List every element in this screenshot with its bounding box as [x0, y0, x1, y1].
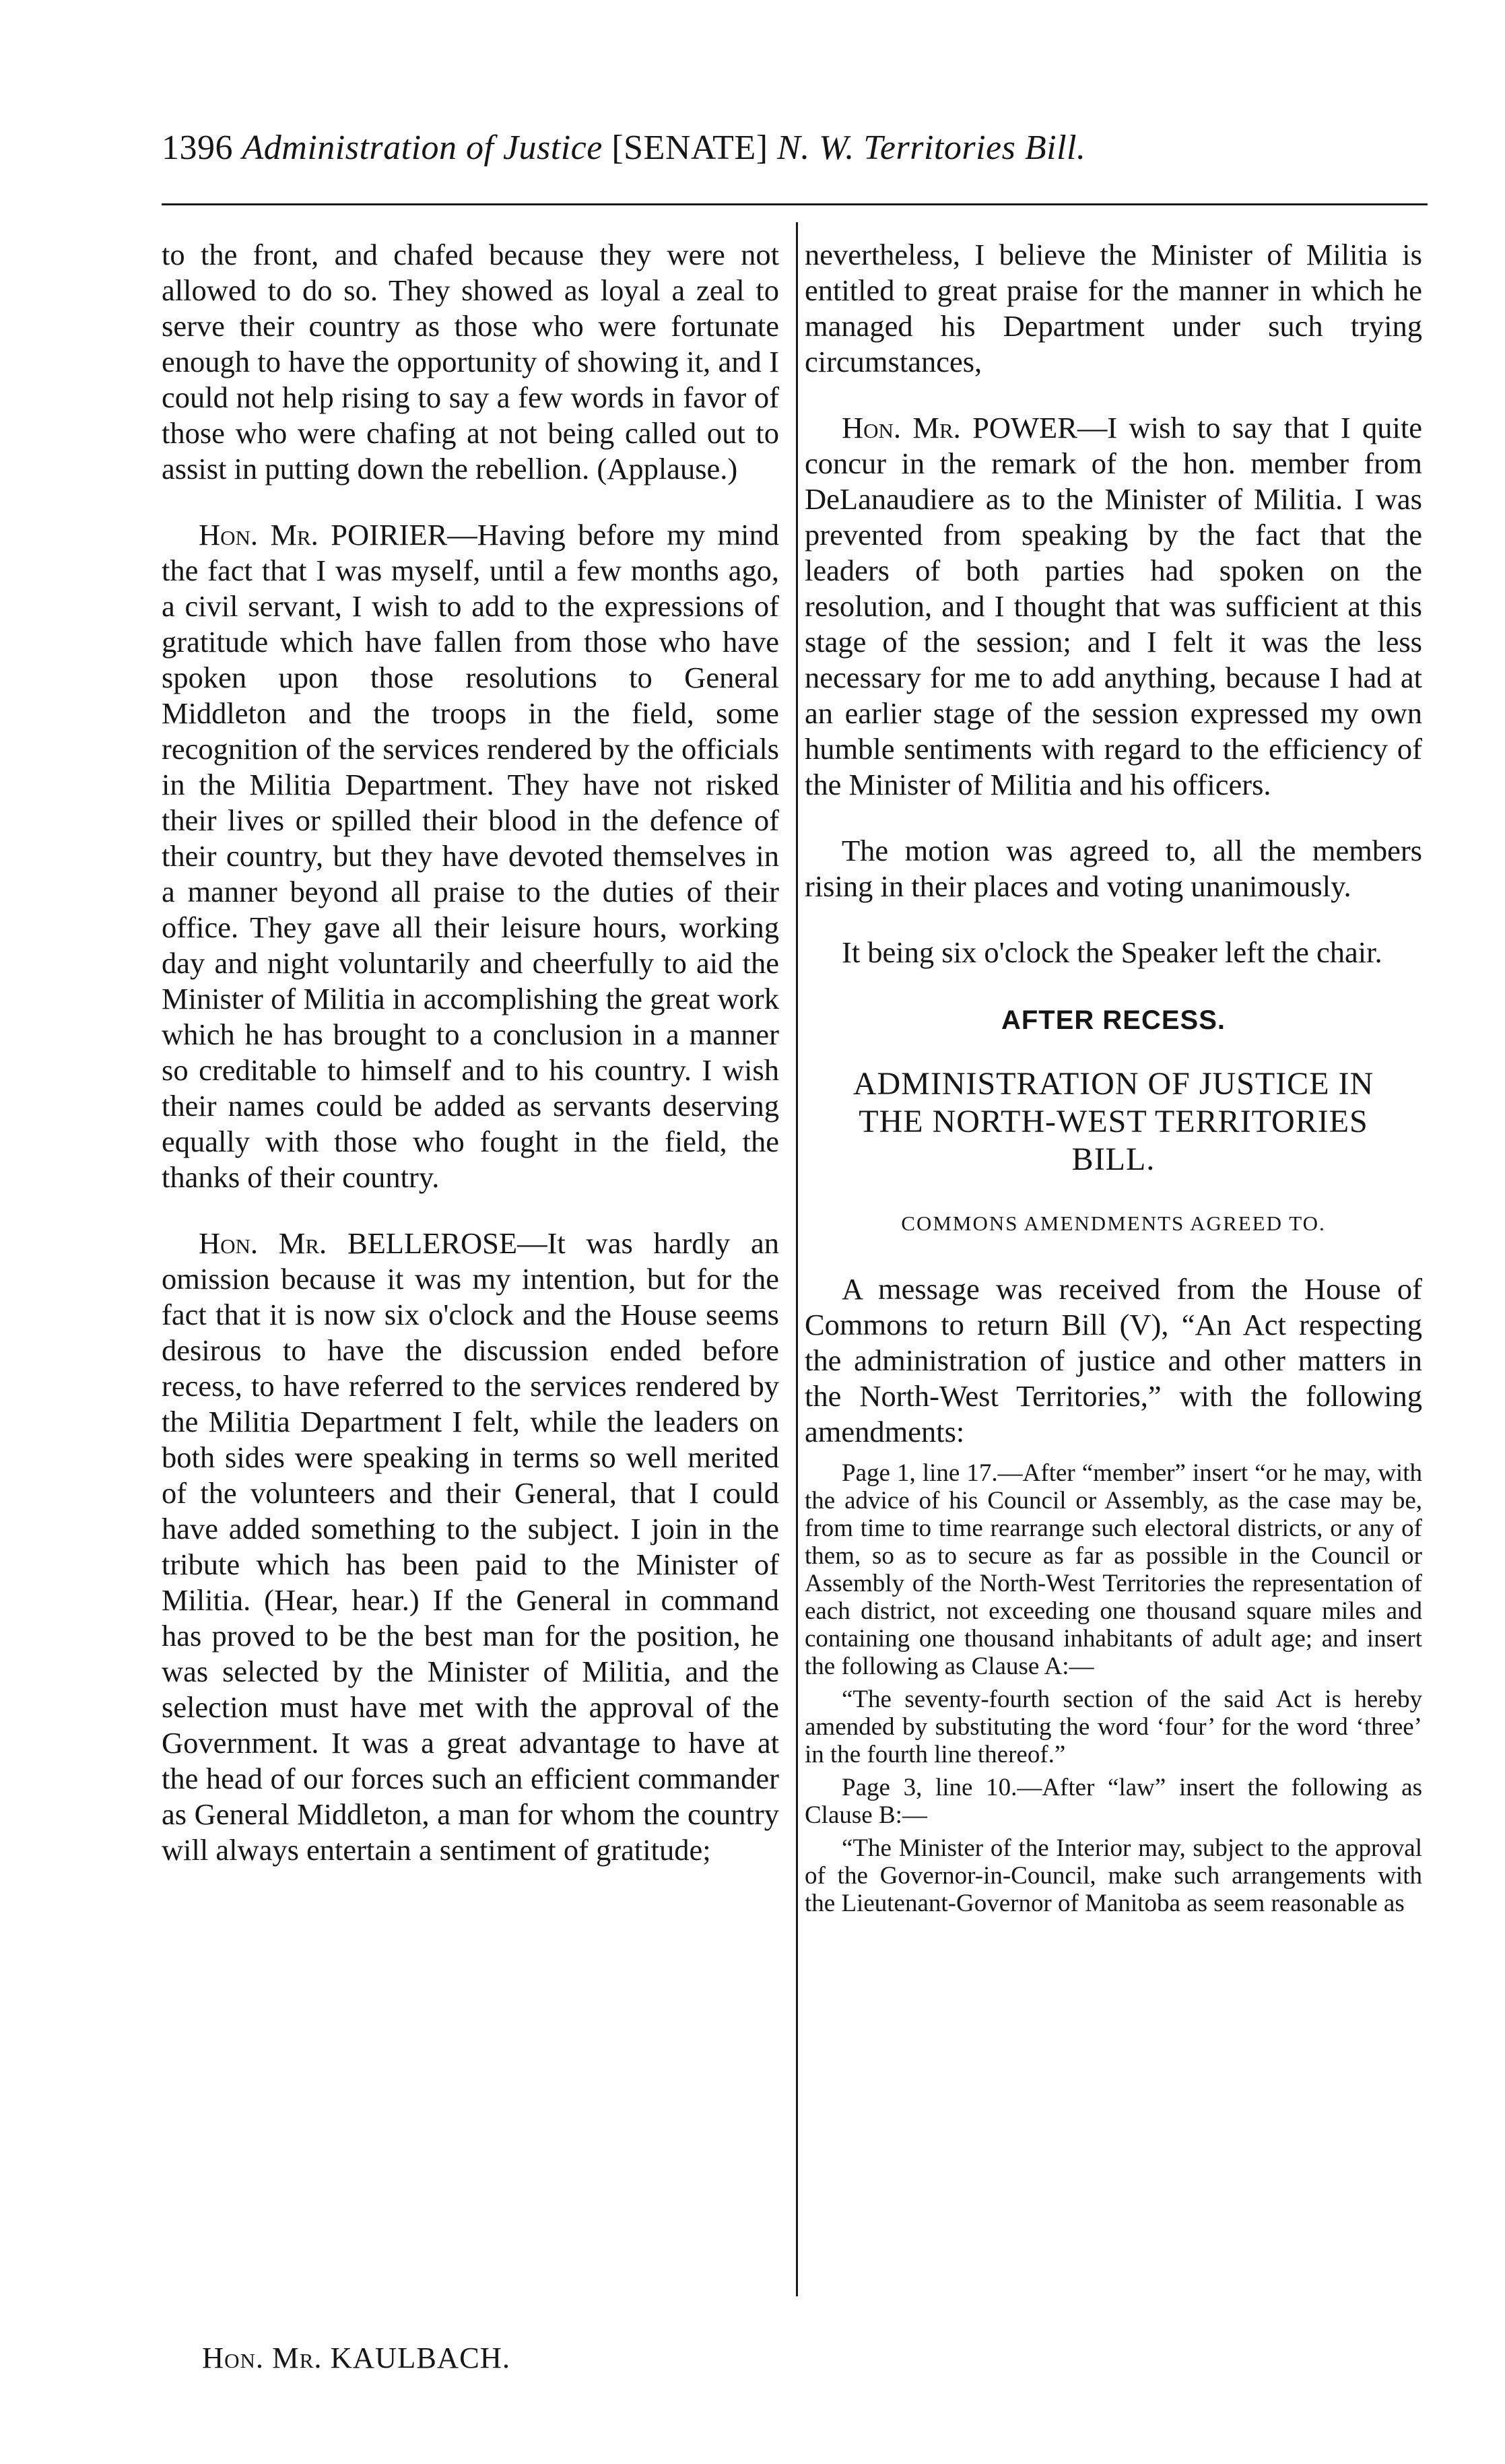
- speaker-poirier: Hon. Mr. POIRIER: [199, 518, 448, 552]
- header-right-title: N. W. Territories Bill.: [777, 129, 1086, 167]
- header-left-title: Administration of Justice: [242, 129, 603, 167]
- right-paragraph-2: [805, 410, 1422, 803]
- left-paragraph-1: to the front, and chafed because they were not allowed to do so. They showed as loyal a zeal to serve their country as those who were fortunate enough to have the opportunity of showing it, and I could not help rising to say a few words in favor of those who were chafing at not being called out to assist in putting down the rebellion. (Applause.): [162, 238, 779, 486]
- speaker-left-paragraph: It being six o'clock the Speaker left the chair.: [842, 935, 1382, 969]
- running-header: [162, 128, 1428, 168]
- right-column: [805, 237, 1422, 1917]
- message-paragraph: A message was received from the House of Commons to return Bill (V), “An Act respecting the administration of justice and other matters in the North-West Territories,” with the following amendments:: [805, 1272, 1422, 1449]
- after-recess-heading: AFTER RECESS.: [1001, 1005, 1226, 1035]
- bill-title-heading: ADMINISTRATION OF JUSTICE IN THE NORTH-WEST TERRITORIES BILL.: [852, 1066, 1374, 1177]
- right-paragraph-1: nevertheless, I believe the Minister of Militia is entitled to great praise for the manner in which he managed his Department under such trying circumstances,: [805, 238, 1422, 378]
- speaker-power: Hon. Mr. POWER: [842, 411, 1077, 444]
- catchword: [202, 2340, 510, 2375]
- column-divider: [796, 222, 798, 2296]
- poirier-speech: —Having before my mind the fact that I was myself, until a few months ago, a civil servant, I wish to add to the expressions of gratitude which have fallen from those who have spoken upon those resolutions to General Middleton and the troops in the field, some recognition of the services rendered by the officials in the Militia Department. They have not risked their lives or spilled their blood in the defence of their country, but they have devoted themselves in a manner beyond all praise to the duties of their office. They gave all their leisure hours, working day and night voluntarily and cheerfully to aid the Minister of Militia in accomplishing the great work which he has brought to a conclusion in a manner so creditable to himself and to his country. I wish their names could be added as servants deserving equally with those who fought in the field, the thanks of their country.: [162, 518, 779, 1194]
- amendment-quote-2: “The Minister of the Interior may, subject to the approval of the Governor-in-Council, make such arrangements with the Lieutenant-Governor of Manitoba as seem reasonable as: [805, 1834, 1422, 1917]
- left-column: [162, 237, 779, 1868]
- header-house: [SENATE]: [611, 129, 768, 167]
- page-number: 1396: [162, 129, 233, 167]
- amendment-quote-1: “The seventy-fourth section of the said Act is hereby amended by substituting the word ‘four’ for the word ‘three’ in the fourth line thereof.”: [805, 1686, 1422, 1768]
- bellerose-speech: —It was hardly an omission because it was my intention, but for the fact that it is now six o'clock and the House seems desirous to have the discussion ended before recess, to have referred to the services rendered by the Militia Department I felt, while the leaders on both sides were speaking in terms so well merited of the volunteers and their General, that I could have added something to the subject. I join in the tribute which has been paid to the Minister of Militia. (Hear, hear.) If the General in command has proved to be the best man for the position, he was selected by the Minister of Militia, and the selection must have met with the approval of the Government. It was a great advantage to have at the head of our forces such an efficient commander as General Middleton, a man for whom the country will always entertain a sentiment of gratitude;: [162, 1226, 779, 1867]
- left-paragraph-2: [162, 517, 779, 1195]
- catchword-text: Hon. Mr. KAULBACH.: [202, 2341, 511, 2374]
- speaker-bellerose: Hon. Mr. BELLEROSE: [199, 1226, 518, 1260]
- left-paragraph-3: [162, 1226, 779, 1868]
- amendments-subheading: COMMONS AMENDMENTS AGREED TO.: [901, 1211, 1326, 1235]
- amendment-1: Page 1, line 17.—After “member” insert “or he may, with the advice of his Council or Assembly, as the case may be, from time to time rearrange such electoral districts, or any of them, so as to secure as far as possible in the Council or Assembly of the North-West Territories the representation of each district, not exceeding one thousand square miles and containing one thousand inhabitants of adult age; and insert the following as Clause A:—: [805, 1459, 1422, 1680]
- power-speech: —I wish to say that I quite concur in the remark of the hon. member from DeLanaudiere as to the Minister of Militia. I was prevented from speaking by the fact that the leaders of both parties had spoken on the resolution, and I thought that was sufficient at this stage of the session; and I felt it was the less necessary for me to add anything, because I had at an earlier stage of the session expressed my own humble sentiments with regard to the efficiency of the Minister of Militia and his officers.: [805, 411, 1422, 801]
- amendment-2: Page 3, line 10.—After “law” insert the following as Clause B:—: [805, 1774, 1422, 1829]
- header-rule: [162, 203, 1428, 205]
- motion-paragraph: The motion was agreed to, all the members rising in their places and voting unanimously.: [805, 834, 1422, 903]
